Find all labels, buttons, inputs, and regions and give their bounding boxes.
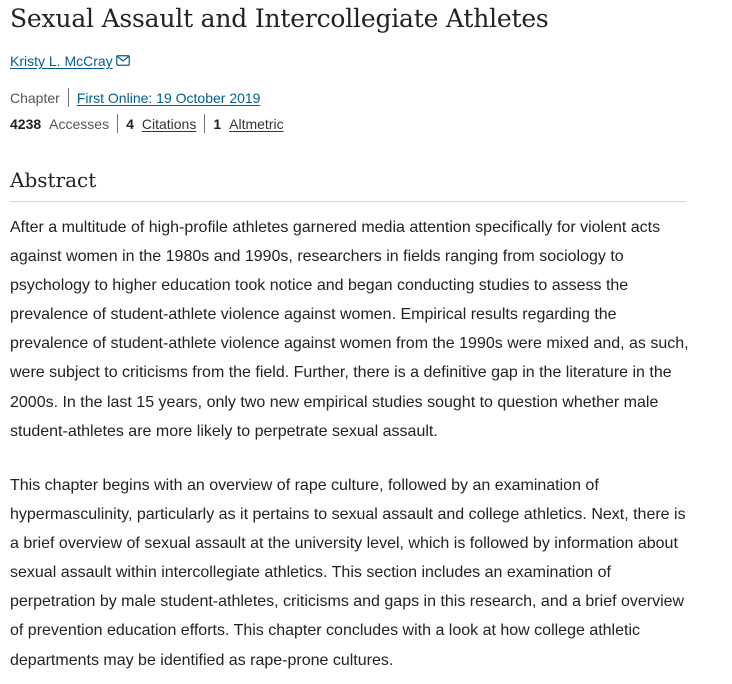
meta-divider [68,88,69,107]
accesses-count: 4238 [10,115,42,132]
accesses-label: Accesses [49,115,110,132]
citations-link[interactable]: Citations [141,115,197,132]
metrics-row [10,114,284,133]
first-online-link[interactable]: First Online: 19 October 2019 [76,89,261,106]
content-type: Chapter [10,89,60,106]
publication-meta [10,88,260,107]
citations-count: 4 [126,115,134,132]
metrics-divider [204,114,205,133]
author-row [10,53,130,69]
chapter-title: Sexual Assault and Intercollegiate Athletes [10,4,549,33]
altmetric-count: 1 [213,115,222,132]
abstract-heading: Abstract [10,168,686,202]
author-link[interactable]: Kristy L. McCray [10,53,113,69]
metrics-divider [117,114,118,133]
altmetric-link[interactable]: Altmetric [229,115,284,132]
abstract-paragraph: This chapter begins with an overview of rape culture, followed by an examination of hypermasculinity, particularly as it pertains to sexual assault and college athletics. Next, there is a brief overview of sexual assault at the university level, which is followed by information about sexual assault within intercollegiate athletics. This section includes an examination of perpetration by male student-athletes, criticisms and gaps in this research, and a brief overview of prevention education efforts. This chapter concludes with a look at how college athletic departments may be identified as rape-prone cultures. [10,477,686,669]
mail-icon[interactable] [116,53,130,64]
abstract-paragraph: After a multitude of high-profile athletes garnered media attention specifically for violent acts against women in the 1980s and 1990s, researchers in fields ranging from sociology to psychology to higher education took notice and began conducting studies to assess the prevalence of student-athlete violence against women. Empirical results regarding the prevalence of student-athlete violence against women from the 1990s were mixed and, as such, were subject to criticisms from the field. Further, there is a definitive gap in the literature in the 2000s. In the last 15 years, only two new empirical studies sought to question whether male student-athletes are more likely to perpetrate sexual assault. [10,219,689,440]
